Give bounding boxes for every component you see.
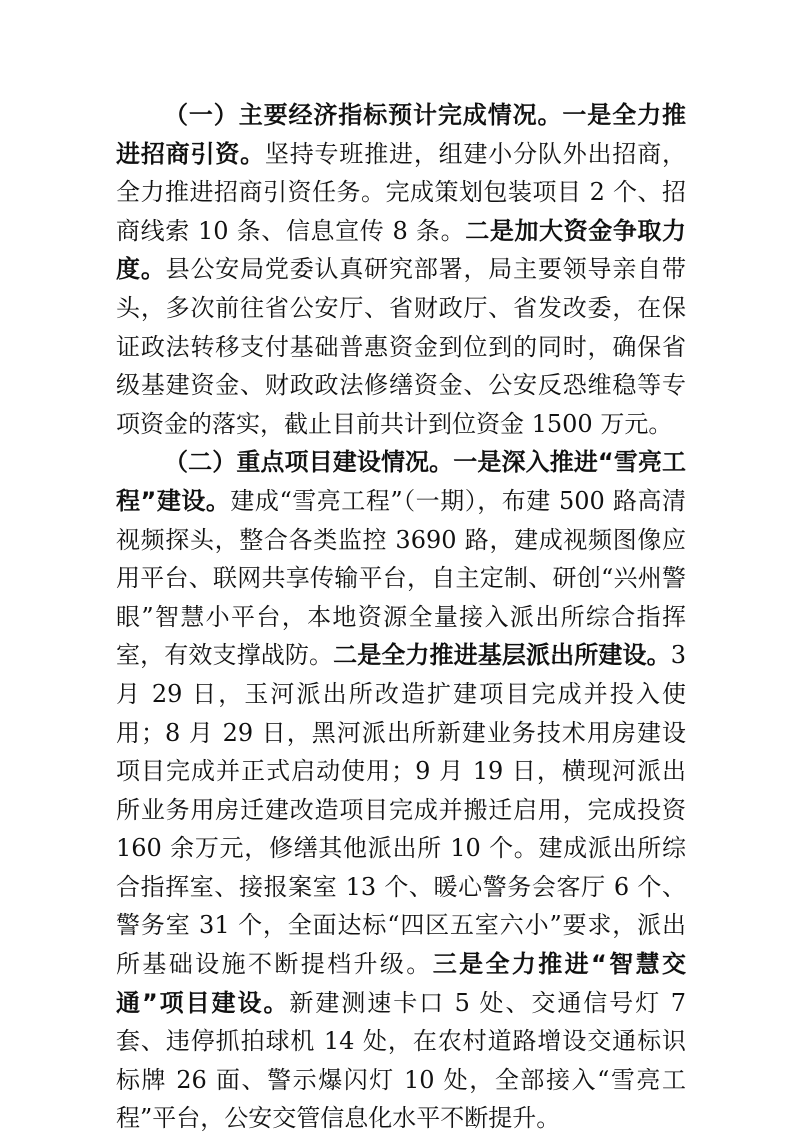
body-text-funding-efforts: 县公安局党委认真研究部署，局主要领导亲自带头，多次前往省公安厅、省财政厅、省发改委，在保证政法转移支付基础普惠资金到位到的同时，确保省级基建资金、财政政法修缮资金、公安反恐维稳等专项资金的落实，截止目前共计到位资金 1500 万元。 bbox=[116, 255, 687, 438]
subheading-xueliang-project: 一是深入推进“雪亮工程”建设。 bbox=[116, 448, 687, 515]
section-heading-economic-indicators: （一）主要经济指标预计完成情况。 bbox=[164, 101, 563, 129]
paragraph-economic-indicators bbox=[116, 96, 686, 443]
section-heading-key-projects: （二）重点项目建设情况。 bbox=[164, 448, 454, 477]
subheading-funding-efforts: 二是加大资金争取力度。 bbox=[116, 216, 687, 284]
subheading-smart-traffic: 三是全力推进“智慧交通”项目建设。 bbox=[116, 950, 686, 1017]
body-text-investment-attraction: 坚持专班推进，组建小分队外出招商，全力推进招商引资任务。完成策划包装项目 2 个、招商线索 10 条、信息宣传 8 条。 bbox=[116, 139, 687, 245]
body-text-smart-traffic: 新建测速卡口 5 处、交通信号灯 7 套、违停抓拍球机 14 处，在农村道路增设交通标识标牌 26 面、警示爆闪灯 10 处，全部接入“雪亮工程”平台，公安交管信息化水平不断提升。 bbox=[116, 988, 686, 1133]
body-text-police-station-construction: 3 月 29 日，玉河派出所改造扩建项目完成并投入使用；8 月 29 日，黑河派出所新建业务技术用房建设项目完成并正式启动使用；9 月 19 日，横现河派出所业务用房迁建改造项目完成并搬迁启用，完成投资 160 余万元，修缮其他派出所 10 个。建成派出所综合指挥室、接报案室 13 个、暖心警务会客厅 6 个、警务室 31 个，全面达标“四区五室六小”要求，派出所基础设施不断提档升级。 bbox=[116, 641, 687, 979]
body-text-xueliang-project: 建成“雪亮工程”（一期），布建 500 路高清视频探头，整合各类监控 3690 路，建成视频图像应用平台、联网共享传输平台，自主定制、研创“兴州警眼”智慧小平台，本地资源全量接入派出所综合指挥室，有效支撑战防。 bbox=[116, 486, 686, 670]
subheading-investment-attraction: 一是全力推进招商引资。 bbox=[116, 101, 687, 168]
document-page bbox=[116, 96, 686, 1138]
subheading-police-station-construction: 二是全力推进基层派出所建设。 bbox=[333, 641, 671, 670]
paragraph-key-projects bbox=[116, 443, 686, 1138]
